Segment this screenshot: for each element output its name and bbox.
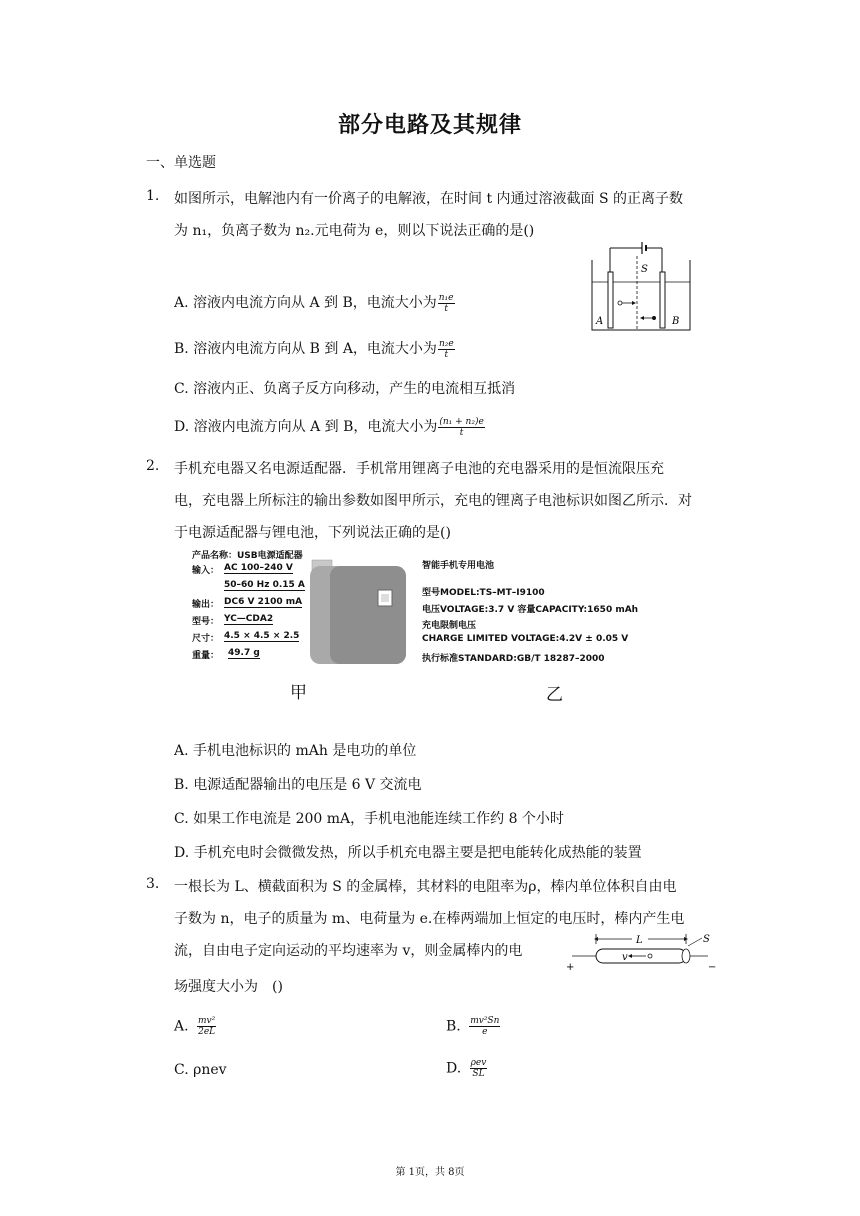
usb-adapter-image	[300, 556, 414, 666]
q1-option-d-fraction: $\frac{\text{(n₁ + n₂)e}}{t}$	[439, 416, 484, 438]
q2-option-d[interactable]: D. 手机充电时会微微发热，所以手机充电器主要是把电能转化成热能的装置	[174, 845, 642, 861]
q1-option-c[interactable]: C. 溶液内正、负离子反方向移动，产生的电流相互抵消	[174, 381, 516, 397]
q1-line1: 如图所示，电解池内有一价离子的电解液，在时间 t 内通过溶液截面 S 的正离子数	[174, 191, 684, 207]
q1-option-d-text: D. 溶液内电流方向从 A 到 B，电流大小为	[174, 419, 438, 435]
figure-label-yi: 乙	[546, 685, 563, 705]
q1-electrolysis-figure	[586, 238, 696, 334]
adapter-model-label: 型号：	[192, 617, 220, 627]
q3-fig-minus: −	[708, 962, 717, 973]
q1-option-d[interactable]	[174, 416, 485, 438]
battery-voltage-capacity: 电压VOLTAGE:3.7 V 容量CAPACITY:1650 mAh	[422, 605, 639, 615]
q2-option-a[interactable]: A. 手机电池标识的 mAh 是电功的单位	[174, 743, 417, 759]
battery-title: 智能手机专用电池	[422, 561, 495, 571]
q1-line2: 为 n₁，负离子数为 n₂.元电荷为 e，则以下说法正确的是()	[174, 223, 535, 239]
q3-fig-label-s: S	[703, 934, 710, 945]
q3-option-a[interactable]	[174, 1016, 216, 1037]
q1-fig-label-s: S	[641, 264, 648, 275]
battery-model: 型号MODEL:TS–MT–I9100	[422, 588, 545, 598]
q1-option-a-text: A. 溶液内电流方向从 A 到 B，电流大小为	[174, 295, 437, 311]
q3-fig-label-l: L	[636, 935, 643, 946]
page-footer: 第 1页，共 8页	[395, 1167, 465, 1178]
adapter-weight-label: 重量：	[192, 651, 220, 661]
q2-number: 2.	[146, 458, 160, 474]
q3-line1: 一根长为 L、横截面积为 S 的金属棒，其材料的电阻率为ρ，棒内单位体积自由电	[174, 879, 677, 895]
adapter-output-label: 输出：	[192, 600, 220, 610]
q3-fig-label-v: v	[622, 952, 628, 963]
section-heading: 一、单选题	[146, 155, 216, 171]
q3-line4: 场强度大小为 ()	[174, 979, 283, 995]
q2-line1: 手机充电器又名电源适配器．手机常用锂离子电池的充电器采用的是恒流限压充	[174, 461, 664, 477]
q1-option-b-text: B. 溶液内电流方向从 B 到 A，电流大小为	[174, 341, 437, 357]
q1-fig-label-b: B	[672, 316, 680, 327]
q2-battery-label-figure	[422, 556, 722, 666]
q3-line3: 流，自由电子定向运动的平均速率为 v，则金属棒内的电	[174, 943, 523, 959]
q2-option-c[interactable]: C. 如果工作电流是 200 mA，手机电池能连续工作约 8 个小时	[174, 811, 564, 827]
q2-line2: 电，充电器上所标注的输出参数如图甲所示，充电的锂离子电池标识如图乙所示．对	[174, 493, 692, 509]
q3-number: 3.	[146, 876, 160, 892]
q1-option-b-fraction: $\frac{\text{n₂e}}{t}$	[438, 338, 454, 360]
q1-option-a-fraction: $\frac{\text{n₁e}}{t}$	[438, 292, 454, 314]
q3-option-b-fraction: $\frac{\text{mv²Sn}}{e}$	[470, 1016, 500, 1037]
q2-line3: 于电源适配器与锂电池，下列说法正确的是()	[174, 525, 451, 541]
q3-option-d[interactable]	[446, 1058, 487, 1079]
adapter-input-label: 输入：	[192, 566, 220, 576]
q1-option-b[interactable]	[174, 338, 455, 360]
adapter-size-value: 4.5 × 4.5 × 2.5	[224, 631, 300, 641]
q2-option-b[interactable]: B. 电源适配器输出的电压是 6 V 交流电	[174, 777, 422, 793]
q3-option-a-text: A.	[174, 1018, 189, 1035]
adapter-product-name: 产品名称：USB电源适配器	[192, 551, 303, 561]
adapter-input-freq: 50–60 Hz 0.15 A	[224, 580, 305, 590]
adapter-model-value: YC—CDA2	[224, 614, 274, 624]
q1-number: 1.	[146, 188, 160, 204]
q3-line2: 子数为 n，电子的质量为 m、电荷量为 e.在棒两端加上恒定的电压时，棒内产生电	[174, 911, 685, 927]
adapter-output-value: DC6 V 2100 mA	[224, 597, 303, 607]
battery-standard: 执行标准STANDARD:GB/T 18287–2000	[422, 654, 605, 664]
q3-option-d-fraction: $\frac{\text{ρev}}{SL}$	[470, 1058, 487, 1079]
adapter-size-label: 尺寸：	[192, 634, 220, 644]
q3-option-a-fraction: $\frac{\text{mv²}}{2eL}$	[198, 1016, 216, 1037]
figure-label-jia: 甲	[290, 683, 307, 703]
adapter-weight-value: 49.7 g	[228, 648, 260, 658]
q3-option-b-text: B.	[446, 1018, 461, 1035]
q1-fig-label-a: A	[596, 316, 604, 327]
q3-option-d-text: D.	[446, 1060, 462, 1077]
q3-fig-plus: +	[566, 962, 575, 973]
battery-charge-limit-cn: 充电限制电压	[422, 621, 477, 631]
q1-option-a[interactable]	[174, 292, 455, 314]
adapter-input-value: AC 100–240 V	[224, 563, 293, 573]
q3-metal-rod-figure	[562, 930, 722, 974]
q3-option-b[interactable]	[446, 1016, 500, 1037]
q3-option-c[interactable]: C. ρnev	[174, 1062, 227, 1078]
page-title: 部分电路及其规律	[337, 112, 522, 138]
battery-charge-limit: CHARGE LIMITED VOLTAGE:4.2V ± 0.05 V	[422, 634, 629, 644]
